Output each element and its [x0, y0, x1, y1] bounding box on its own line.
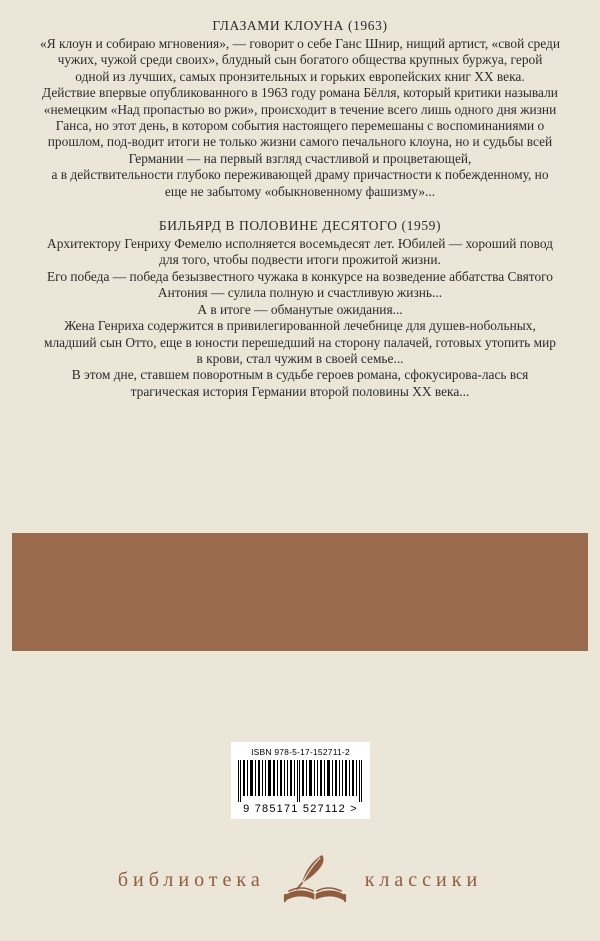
blurb-2-paragraph-2: Его победа — победа безызвестного чужака в конкурсе на возведение аббатства Святого Антония — сулила полную и счастливую жизнь... — [47, 268, 553, 301]
decorative-band — [12, 533, 588, 651]
blurb-1-paragraph-2: Действие впервые опубликованного в 1963 году романа Бёлля, который критики называли «немецким «Над пропастью во ржи», происходит в течение всего лишь одного дня жизни Ганса, но этот день, в котором события настоящего перемешаны с воспоминаниями о прошлом, под-водит итоги не только жизни самого печального клоуна, но и судьбы всей Германии — на первый взгляд счастливой и процветающей, — [42, 85, 558, 166]
barcode-bars — [237, 760, 364, 802]
publisher-word-left: библиотека — [117, 868, 265, 891]
blurb-container — [0, 0, 600, 400]
isbn-label: ISBN 978-5-17-152711-2 — [251, 747, 350, 757]
blurb-title-2: БИЛЬЯРД В ПОЛОВИНЕ ДЕСЯТОГО (1959) — [158, 218, 442, 234]
publisher-logo — [0, 840, 600, 920]
blurb-2-paragraph-5: В этом дне, ставшем поворотным в судьбе героев романа, сфокусирова-лась вся трагическая история Германии второй половины ХХ века... — [71, 367, 529, 399]
blurb-2-paragraph-4: Жена Генриха содержится в привилегированной лечебнице для душев-нобольных, младший сын Отто, еще в юности перешедший на сторону палачей, готовых утопить мир в крови, стал чужим в своей семье... — [44, 318, 556, 366]
blurb-2-paragraph-3: А в итоге — обманутые ожидания... — [197, 301, 403, 317]
barcode-block — [231, 742, 370, 819]
barcode-digits: 9 785171 527112 > — [243, 803, 358, 815]
publisher-word-right: классики — [364, 868, 483, 891]
open-book-with-quill-icon — [279, 849, 351, 911]
blurb-1-paragraph-3: а в действительности глубоко переживающей драму причастности к побежденному, но еще не забытому «обыкновенному фашизму»... — [51, 167, 549, 199]
blurb-2-paragraph-1: Архитектору Генриху Фемелю исполняется восемьдесят лет. Юбилей — хороший повод для того, чтобы подвести итоги прожитой жизни. — [47, 236, 553, 268]
blurb-spacer — [40, 200, 560, 218]
blurb-1-paragraph-1: «Я клоун и собираю мгновения», — говорит о себе Ганс Шнир, нищий артист, «свой среди чужих, чужой среди своих», блудный сын богатого общества крупных буржуа, герой одной из лучших, самых пронзительных и горьких европейских книг ХХ века. — [40, 36, 560, 84]
blurb-title-1: ГЛАЗАМИ КЛОУНА (1963) — [212, 18, 388, 33]
